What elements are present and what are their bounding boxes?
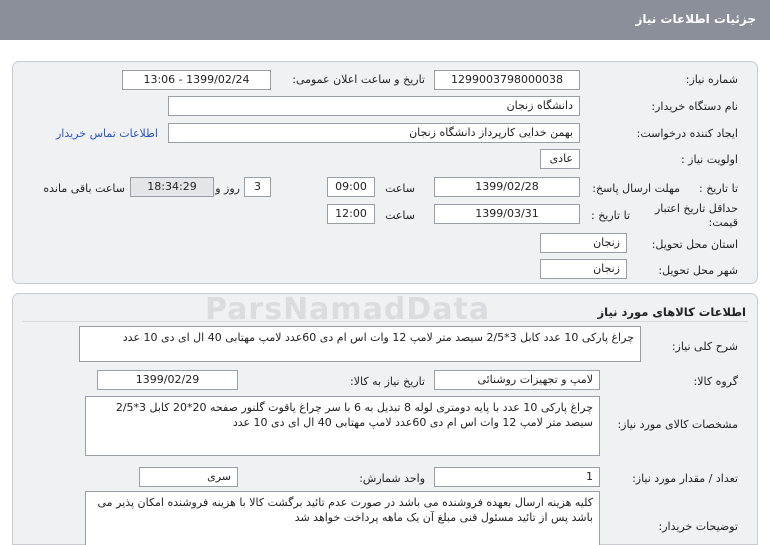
buyer-org-field: دانشگاه زنجان (168, 96, 580, 116)
summary-field: چراغ پارکی 10 عدد کابل 3*2/5 سیصد متر لامپ 12 وات اس ام دی 60عدد لامپ مهتابی 40 ال ای دی 10 عدد (79, 326, 641, 362)
city-label: شهر محل تحویل: (658, 264, 738, 277)
deadline-time-label: ساعت (385, 182, 415, 195)
remaining-label: ساعت باقی مانده (43, 182, 125, 195)
requester-field: بهمن خدایی کارپرداز دانشگاه زنجان (168, 123, 580, 143)
remaining-time-field: 18:34:29 (130, 177, 214, 197)
need-date-label: تاریخ نیاز به کالا: (350, 375, 425, 388)
validity-until-label: تا تاریخ : (591, 209, 630, 222)
need-info-panel (12, 61, 758, 284)
province-label: استان محل تحویل: (651, 238, 738, 251)
validity-time-label: ساعت (385, 209, 415, 222)
deadline-until-label: تا تاریخ : (699, 182, 738, 195)
remaining-days-field: 3 (244, 177, 271, 197)
validity-time-field: 12:00 (327, 204, 375, 224)
page-title: جزئیات اطلاعات نیاز (635, 12, 756, 26)
quantity-label: تعداد / مقدار مورد نیاز: (632, 472, 738, 485)
quantity-field: 1 (434, 467, 600, 487)
days-label: روز و (215, 182, 240, 195)
unit-field: سری (139, 467, 238, 487)
need-date-field: 1399/02/29 (97, 370, 238, 390)
requester-label: ایجاد کننده درخواست: (636, 127, 738, 140)
buyer-notes-field: کلیه هزینه ارسال بعهده فروشنده می باشد در صورت عدم تائید برگشت کالا با هزینه فروشنده امکان پذیر می باشد پس از تائید مسئول فنی مبلغ آن یک ماهه پرداخت خواهد شد (85, 491, 600, 545)
announce-datetime-label: تاریخ و ساعت اعلان عمومی: (292, 73, 425, 86)
deadline-date-field: 1399/02/28 (434, 177, 580, 197)
specs-field: چراغ پارکی 10 عدد با پایه دومتری لوله 8 تبدیل به 6 با سر چراغ یاقوت گلنور صفحه 20*20 کابل 3*2/5 سیصد متر لامپ 12 وات اس ام دی 60عدد لامپ مهتابی 40 ال ای دی 10 عدد (85, 396, 600, 456)
validity-label: حداقل تاریخ اعتبار قیمت: (654, 202, 738, 229)
watermark-text: ParsNamadData (205, 292, 491, 327)
unit-label: واحد شمارش: (359, 472, 425, 485)
priority-label: اولویت نیاز : (680, 153, 738, 166)
goods-group-label: گروه کالا: (693, 375, 738, 388)
province-field: زنجان (540, 233, 627, 253)
specs-label: مشخصات کالای مورد نیاز: (617, 418, 738, 431)
buyer-notes-label: توضیحات خریدار: (658, 520, 738, 533)
goods-group-field: لامپ و تجهیزات روشنائی (434, 370, 600, 390)
deadline-time-field: 09:00 (327, 177, 375, 197)
need-number-label: شماره نیاز: (685, 73, 738, 86)
need-number-field: 1299003798000038 (434, 70, 580, 90)
priority-field: عادی (540, 149, 580, 169)
city-field: زنجان (540, 259, 627, 279)
buyer-contact-link[interactable]: اطلاعات تماس خریدار (56, 127, 158, 140)
validity-date-field: 1399/03/31 (434, 204, 580, 224)
summary-label: شرح کلی نیاز: (671, 340, 738, 353)
announce-datetime-field: 1399/02/24 - 13:06 (122, 70, 271, 90)
buyer-org-label: نام دستگاه خریدار: (651, 100, 738, 113)
goods-section-title: اطلاعات کالاهای مورد نیاز (597, 305, 746, 319)
deadline-label: مهلت ارسال پاسخ: (592, 182, 680, 195)
